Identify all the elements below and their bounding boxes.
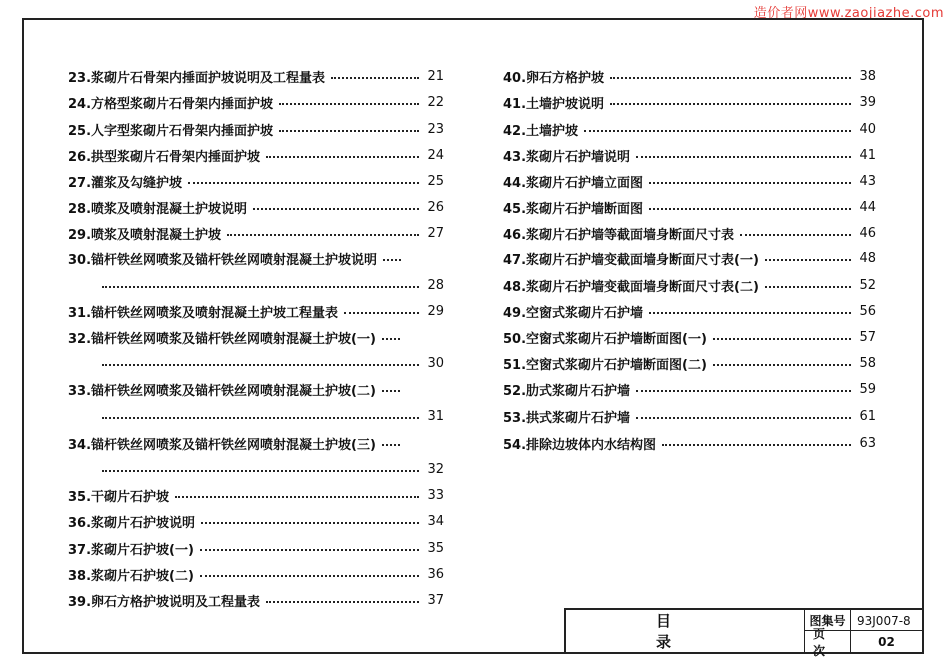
toc-entry-title: 30.锚杆铁丝网喷浆及锚杆铁丝网喷射混凝土护坡说明 [68, 252, 378, 268]
page-number-label: 页次 [804, 631, 850, 652]
toc-entry [68, 511, 444, 531]
toc-leader-dots [649, 312, 851, 314]
toc-leader-dots [102, 364, 419, 366]
toc-leader-dots [331, 77, 419, 79]
toc-entry [68, 119, 444, 139]
toc-leader-dots [201, 522, 419, 524]
toc-leader-dots [175, 496, 419, 498]
toc-leader-dots [344, 312, 419, 314]
toc-entry-title: 48.浆砌片石护墙变截面墙身断面尺寸表(二) [503, 279, 759, 295]
toc-leader-dots [584, 130, 851, 132]
toc-entry [68, 327, 444, 347]
toc-entry-page: 21 [427, 68, 444, 84]
toc-entry [503, 301, 876, 321]
toc-entry-title: 52.肋式浆砌片石护墙 [503, 383, 631, 399]
toc-entry-page: 37 [427, 592, 444, 608]
toc-entry-page: 34 [427, 513, 444, 529]
toc-leader-dots [383, 259, 401, 261]
toc-entry-page: 33 [427, 487, 444, 503]
toc-leader-dots [382, 390, 400, 392]
page-number-value: 02 [850, 631, 922, 652]
toc-entry-title: 31.锚杆铁丝网喷浆及喷射混凝土护坡工程量表 [68, 305, 339, 321]
toc-leader-dots [102, 470, 419, 472]
toc-leader-dots [227, 234, 419, 236]
toc-entry-page: 27 [427, 225, 444, 241]
toc-leader-dots [610, 103, 851, 105]
toc-entry [503, 406, 876, 426]
toc-entry-page: 22 [427, 94, 444, 110]
toc-entry-title: 23.浆砌片石骨架内捶面护坡说明及工程量表 [68, 70, 326, 86]
toc-entry-page: 30 [427, 355, 444, 371]
toc-entry [503, 327, 876, 347]
toc-entry [68, 301, 444, 321]
toc-entry-page: 48 [859, 250, 876, 266]
toc-leader-dots [253, 208, 419, 210]
toc-entry [503, 223, 876, 243]
toc-entry-title: 25.人字型浆砌片石骨架内捶面护坡 [68, 123, 274, 139]
toc-entry-page: 58 [859, 355, 876, 371]
atlas-number-value: 93J007-8 [850, 610, 922, 631]
toc-leader-dots [765, 286, 852, 288]
toc-entry [503, 197, 876, 217]
toc-entry-title: 34.锚杆铁丝网喷浆及锚杆铁丝网喷射混凝土护坡(三) [68, 437, 376, 453]
toc-entry-page: 56 [859, 303, 876, 319]
toc-entry-page: 23 [427, 121, 444, 137]
toc-entry [68, 145, 444, 165]
toc-entry [68, 433, 444, 453]
toc-entry-page: 26 [427, 199, 444, 215]
toc-leader-dots [636, 156, 851, 158]
toc-entry-title: 50.空窗式浆砌片石护墙断面图(一) [503, 331, 707, 347]
toc-entry-page: 32 [427, 461, 444, 477]
toc-entry [68, 66, 444, 86]
toc-leader-dots [200, 549, 420, 551]
toc-entry [503, 275, 876, 295]
toc-leader-dots [740, 234, 851, 236]
toc-entry-page: 63 [859, 435, 876, 451]
toc-leader-dots [188, 182, 419, 184]
toc-leader-dots [102, 286, 419, 288]
toc-entry [503, 145, 876, 165]
toc-entry-title: 29.喷浆及喷射混凝土护坡 [68, 227, 222, 243]
toc-entry-title: 47.浆砌片石护墙变截面墙身断面尺寸表(一) [503, 252, 759, 268]
toc-entry-title: 46.浆砌片石护墙等截面墙身断面尺寸表 [503, 227, 735, 243]
toc-leader-dots [662, 444, 851, 446]
toc-entry [503, 353, 876, 373]
title-block-title: 目录 [656, 612, 762, 651]
toc-leader-dots [200, 575, 420, 577]
toc-entry [503, 248, 876, 268]
toc-entry-page: 46 [859, 225, 876, 241]
toc-entry-title: 28.喷浆及喷射混凝土护坡说明 [68, 201, 248, 217]
toc-leader-dots [765, 259, 852, 261]
toc-leader-dots [610, 77, 851, 79]
toc-entry-title: 42.土墙护坡 [503, 123, 579, 139]
toc-entry-page: 28 [427, 277, 444, 293]
toc-entry-title: 51.空窗式浆砌片石护墙断面图(二) [503, 357, 707, 373]
toc-leader-dots [382, 338, 400, 340]
toc-entry-title: 40.卵石方格护坡 [503, 70, 605, 86]
toc-entry-page: 31 [427, 408, 444, 424]
toc-entry-title: 35.干砌片石护坡 [68, 489, 170, 505]
toc-entry-page: 44 [859, 199, 876, 215]
toc-entry [68, 92, 444, 112]
toc-leader-dots [636, 417, 851, 419]
toc-entry-title: 33.锚杆铁丝网喷浆及锚杆铁丝网喷射混凝土护坡(二) [68, 383, 376, 399]
toc-entry-page: 41 [859, 147, 876, 163]
toc-entry [68, 223, 444, 243]
toc-entry-title: 32.锚杆铁丝网喷浆及锚杆铁丝网喷射混凝土护坡(一) [68, 331, 376, 347]
title-block [564, 608, 922, 658]
toc-leader-dots [382, 444, 400, 446]
toc-entry-title: 53.拱式浆砌片石护墙 [503, 410, 631, 426]
toc-entry-title: 44.浆砌片石护墙立面图 [503, 175, 644, 191]
watermark-text: 造价者网www.zaojiazhe.com [753, 6, 944, 21]
toc-entry-page: 52 [859, 277, 876, 293]
toc-entry-title: 43.浆砌片石护墙说明 [503, 149, 631, 165]
toc-entry-page: 24 [427, 147, 444, 163]
toc-entry-page: 59 [859, 381, 876, 397]
title-block-divider [804, 630, 924, 631]
toc-leader-dots [279, 103, 419, 105]
toc-entry [68, 485, 444, 505]
toc-leader-dots [636, 390, 851, 392]
toc-leader-dots [266, 601, 419, 603]
toc-entry [503, 119, 876, 139]
toc-entry-title: 26.拱型浆砌片石骨架内捶面护坡 [68, 149, 261, 165]
toc-entry [68, 590, 444, 610]
toc-entry-continuation [102, 275, 444, 295]
toc-entry-title: 39.卵石方格护坡说明及工程量表 [68, 594, 261, 610]
toc-entry [68, 564, 444, 584]
toc-entry [68, 248, 444, 268]
toc-entry-page: 40 [859, 121, 876, 137]
toc-entry [503, 66, 876, 86]
toc-entry-page: 29 [427, 303, 444, 319]
toc-leader-dots [279, 130, 419, 132]
toc-entry-page: 25 [427, 173, 444, 189]
toc-leader-dots [649, 182, 851, 184]
toc-entry-page: 57 [859, 329, 876, 345]
toc-entry [68, 171, 444, 191]
toc-entry [68, 379, 444, 399]
toc-entry [503, 92, 876, 112]
toc-entry-page: 36 [427, 566, 444, 582]
atlas-number-label: 图集号 [804, 610, 850, 631]
toc-entry-title: 54.排除边坡体内水结构图 [503, 437, 657, 453]
toc-entry-title: 27.灌浆及勾缝护坡 [68, 175, 183, 191]
toc-entry-page: 38 [859, 68, 876, 84]
toc-leader-dots [713, 364, 852, 366]
toc-entry-page: 35 [427, 540, 444, 556]
toc-entry-title: 36.浆砌片石护坡说明 [68, 515, 196, 531]
toc-leader-dots [102, 417, 419, 419]
toc-entry-title: 45.浆砌片石护墙断面图 [503, 201, 644, 217]
toc-entry [68, 197, 444, 217]
toc-entry-title: 41.土墙护坡说明 [503, 96, 605, 112]
toc-entry-page: 39 [859, 94, 876, 110]
toc-entry-continuation [102, 406, 444, 426]
toc-entry [503, 171, 876, 191]
toc-entry [503, 379, 876, 399]
toc-entry [68, 538, 444, 558]
toc-entry-continuation [102, 353, 444, 373]
toc-leader-dots [649, 208, 851, 210]
toc-entry-title: 38.浆砌片石护坡(二) [68, 568, 194, 584]
toc-entry-title: 24.方格型浆砌片石骨架内捶面护坡 [68, 96, 274, 112]
toc-entry-title: 37.浆砌片石护坡(一) [68, 542, 194, 558]
toc-leader-dots [713, 338, 852, 340]
toc-entry [503, 433, 876, 453]
toc-entry-page: 43 [859, 173, 876, 189]
toc-entry-title: 49.空窗式浆砌片石护墙 [503, 305, 644, 321]
toc-entry-page: 61 [859, 408, 876, 424]
toc-leader-dots [266, 156, 419, 158]
toc-entry-continuation [102, 459, 444, 479]
